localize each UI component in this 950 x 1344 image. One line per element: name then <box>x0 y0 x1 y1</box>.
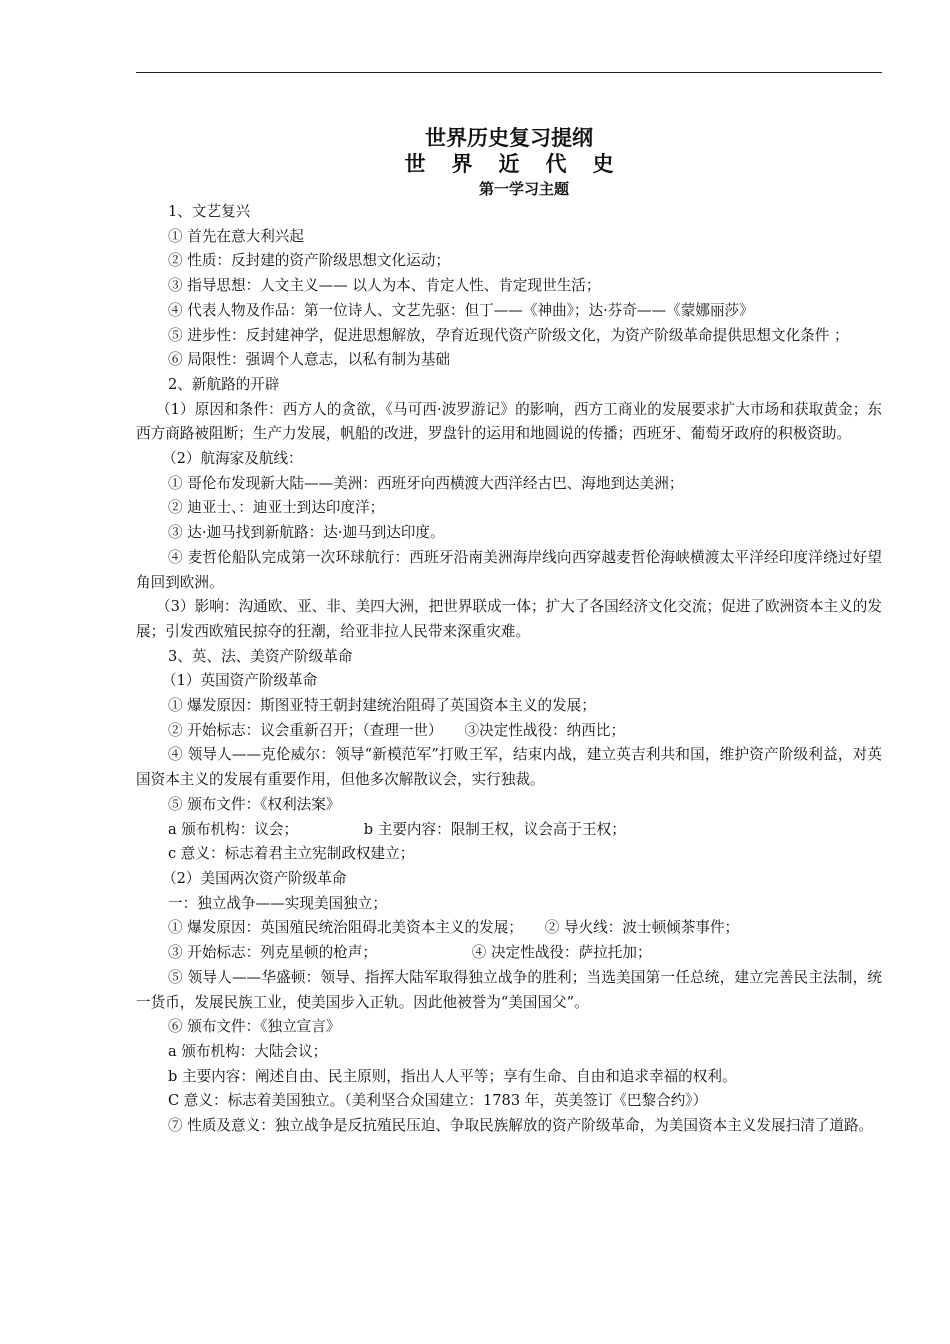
list-item: （1）原因和条件：西方人的贪欲，《马可西·波罗游记》的影响，西方工商业的发展要求扩大市场和获取黄金；东西方商路被阻断；生产力发展，帆船的改进，罗盘针的运用和地圆说的传播；西班牙、葡萄牙政府的积极资助。 <box>136 400 882 443</box>
list-item: （1）英国资产阶级革命 <box>162 672 318 690</box>
list-item: （3）影响：沟通欧、亚、非、美四大洲，把世界联成一体；扩大了各国经济文化交流；促进了欧洲资本主义的发展；引发西欧殖民掠夺的狂潮，给亚非拉人民带来深重灾难。 <box>136 598 882 640</box>
list-item: ④ 麦哲伦船队完成第一次环球航行：西班牙沿南美洲海岸线向西穿越麦哲伦海峡横渡太平洋经印度洋绕过好望角回到欧洲。 <box>136 548 882 591</box>
list-item: C 意义：标志着美国独立。（美利坚合众国建立：1783 年，英美签订《巴黎合约》） <box>168 1092 708 1110</box>
list-item: ⑥ 颁布文件：《独立宣言》 <box>168 1018 341 1036</box>
header-rule <box>136 72 882 73</box>
list-item: ① 首先在意大利兴起 <box>168 227 304 245</box>
list-item: ③ 指导思想：人文主义—— 以人为本、肯定人性、肯定现世生活； <box>168 277 601 295</box>
section-heading: 第一学习主题 <box>478 180 569 198</box>
heading-revolutions: 3、英、法、美资产阶级革命 <box>168 647 353 665</box>
list-item: ④ 代表人物及作品：第一位诗人、文艺先驱：但丁——《神曲》；达·芬奇——《蒙娜丽莎》 <box>168 301 754 319</box>
list-item: ③ 达·迦马找到新航路：达·迦马到达印度。 <box>168 524 445 542</box>
list-item: ① 爆发原因：英国殖民统治阻碍北美资本主义的发展； ② 导火线：波士顿倾茶事件； <box>168 919 740 937</box>
list-item: ③ 开始标志：列克星顿的枪声； ④ 决定性战役：萨拉托加； <box>168 944 652 962</box>
list-item: ② 性质：反封建的资产阶级思想文化运动； <box>168 252 450 270</box>
list-item: b 主要内容：阐述自由、民主原则，指出人人平等；享有生命、自由和追求幸福的权利。 <box>168 1067 737 1085</box>
list-item: ⑦ 性质及意义：独立战争是反抗殖民压迫、争取民族解放的资产阶级革命，为美国资本主义发展扫清了道路。 <box>168 1117 874 1135</box>
list-item: ② 开始标志：议会重新召开；（查理一世） ③决定性战役：纳西比； <box>168 721 626 739</box>
list-item: c 意义：标志着君主立宪制政权建立； <box>168 845 415 863</box>
list-item: a 颁布机构：议会； b 主要内容：限制王权，议会高于王权； <box>168 820 626 838</box>
list-item: （2）美国两次资产阶级革命 <box>162 869 347 887</box>
list-item: ④ 领导人——克伦威尔：领导“新模范军”打败王军，结束内战，建立英吉利共和国，维护资产阶级利益，对英国资本主义的发展有重要作用，但他多次解散议会，实行独裁。 <box>136 746 882 789</box>
list-item: ① 爆发原因：斯图亚特王朝封建统治阻碍了英国资本主义的发展； <box>168 697 596 715</box>
list-item: ① 哥伦布发现新大陆——美洲：西班牙向西横渡大西洋经古巴、海地到达美洲； <box>168 474 684 492</box>
list-item: ⑤ 领导人——华盛顿：领导、指挥大陆军取得独立战争的胜利；当选美国第一任总统，建立完善民主法制，统一货币，发展民族工业，使美国步入正轨。因此他被誉为“美国国父”。 <box>136 968 882 1011</box>
list-item: ② 迪亚士、：迪亚士到达印度洋； <box>168 499 385 517</box>
document-title: 世界历史复习提纲 <box>425 126 593 150</box>
list-item: 一：独立战争——实现美国独立； <box>168 894 387 912</box>
document-body <box>136 200 882 1139</box>
list-item: a 颁布机构：大陆会议； <box>168 1042 328 1060</box>
list-item: ⑤ 颁布文件：《权利法案》 <box>168 795 341 813</box>
list-item: ⑥ 局限性：强调个人意志，以私有制为基础 <box>168 351 450 369</box>
list-item: ⑤ 进步性：反封建神学，促进思想解放，孕育近现代资产阶级文化，为资产阶级革命提供思想文化条件 ； <box>168 326 849 344</box>
document-subtitle: 世界近代史 <box>404 152 640 176</box>
list-item: （2）航海家及航线： <box>162 450 303 468</box>
heading-renaissance: 1、文艺复兴 <box>168 203 251 220</box>
heading-new-routes: 2、新航路的开辟 <box>168 375 280 393</box>
